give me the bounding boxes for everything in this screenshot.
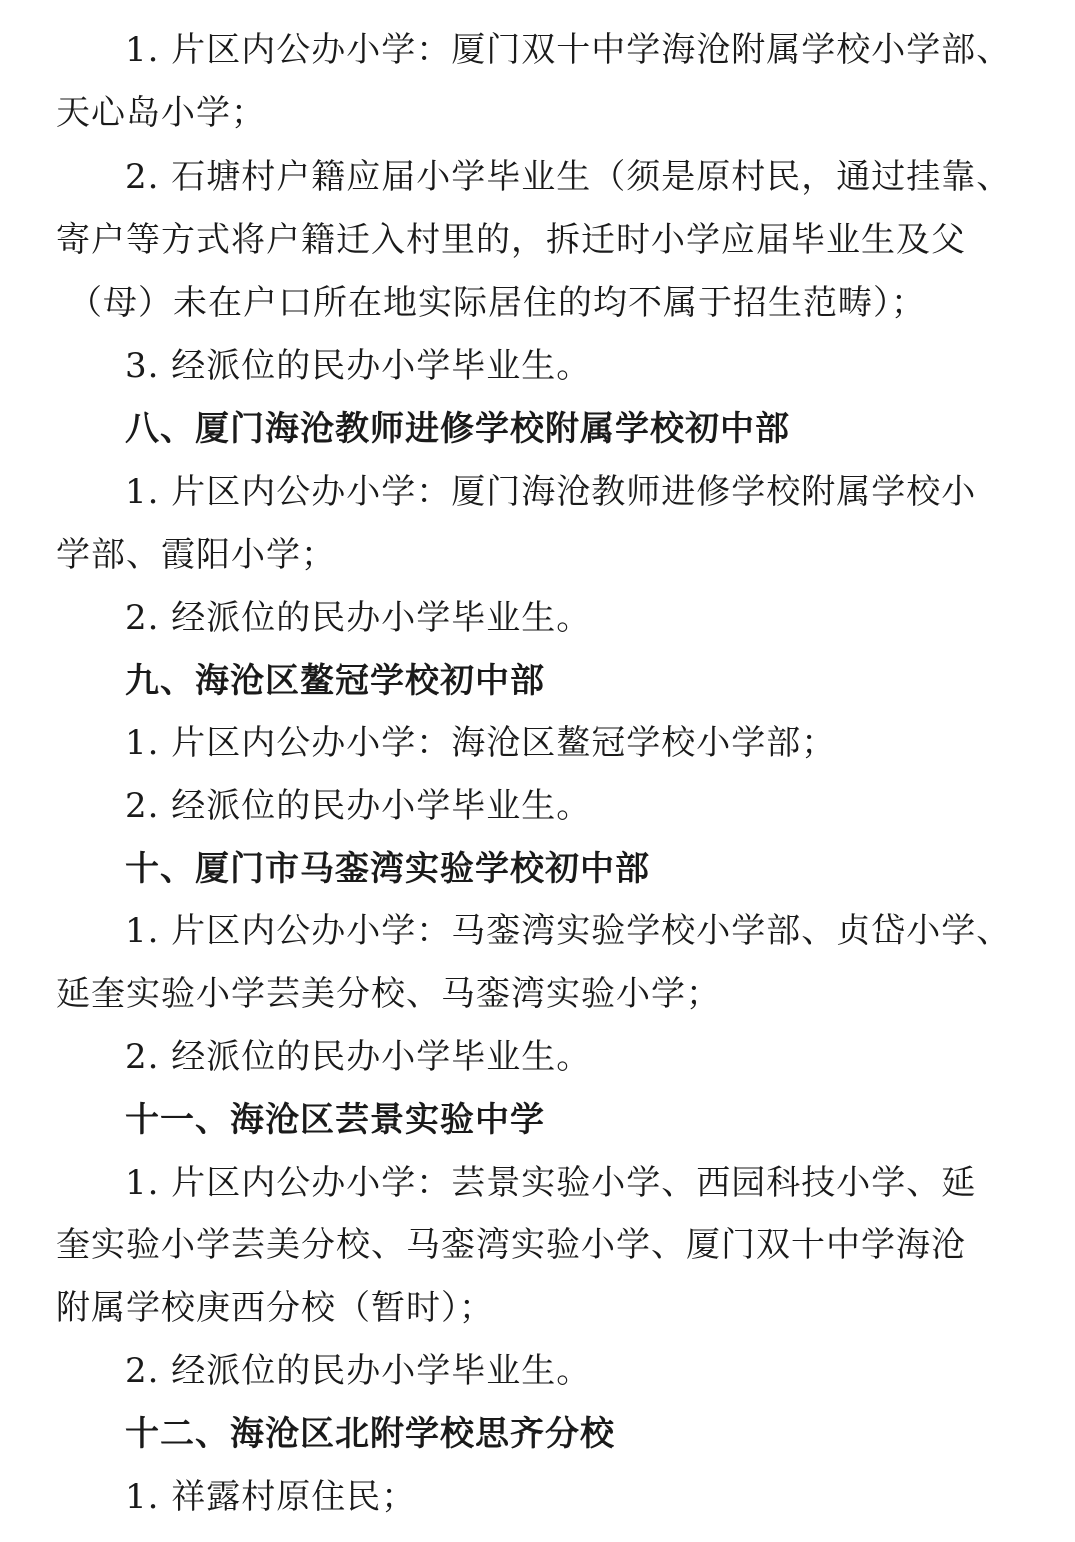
paragraph-line: （母）未在户口所在地实际居住的均不属于招生范畴）；	[68, 283, 926, 323]
section-heading: 十一、海沧区芸景实验中学	[125, 1100, 545, 1140]
paragraph-line: 附属学校庚西分校（暂时）；	[56, 1288, 494, 1328]
paragraph-line: 1. 片区内公办小学：海沧区鳌冠学校小学部；	[125, 723, 837, 763]
paragraph-line: 延奎实验小学芸美分校、马銮湾实验小学；	[56, 974, 721, 1014]
paragraph-line: 2. 经派位的民办小学毕业生。	[125, 1351, 592, 1391]
section-heading: 九、海沧区鳌冠学校初中部	[125, 661, 545, 701]
paragraph-line: 天心岛小学；	[56, 93, 266, 133]
paragraph-line: 1. 祥露村原住民；	[125, 1477, 417, 1517]
paragraph-line: 1. 片区内公办小学：芸景实验小学、西园科技小学、延	[125, 1163, 977, 1203]
section-heading: 八、厦门海沧教师进修学校附属学校初中部	[125, 409, 790, 449]
paragraph-line: 1. 片区内公办小学：马銮湾实验学校小学部、贞岱小学、	[125, 911, 1012, 951]
paragraph-line: 1. 片区内公办小学：厦门海沧教师进修学校附属学校小	[125, 472, 977, 512]
section-heading: 十、厦门市马銮湾实验学校初中部	[125, 849, 650, 889]
paragraph-line: 2. 石塘村户籍应届小学毕业生（须是原村民，通过挂靠、	[125, 157, 1012, 197]
section-heading: 十二、海沧区北附学校思齐分校	[125, 1414, 615, 1454]
paragraph-line: 2. 经派位的民办小学毕业生。	[125, 1037, 592, 1077]
paragraph-line: 2. 经派位的民办小学毕业生。	[125, 786, 592, 826]
paragraph-line: 奎实验小学芸美分校、马銮湾实验小学、厦门双十中学海沧	[56, 1225, 966, 1265]
paragraph-line: 1. 片区内公办小学：厦门双十中学海沧附属学校小学部、	[125, 30, 1012, 70]
paragraph-line: 2. 经派位的民办小学毕业生。	[125, 598, 592, 638]
paragraph-line: 寄户等方式将户籍迁入村里的，拆迁时小学应届毕业生及父	[56, 220, 966, 260]
paragraph-line: 学部、霞阳小学；	[56, 535, 336, 575]
paragraph-line: 3. 经派位的民办小学毕业生。	[125, 346, 592, 386]
